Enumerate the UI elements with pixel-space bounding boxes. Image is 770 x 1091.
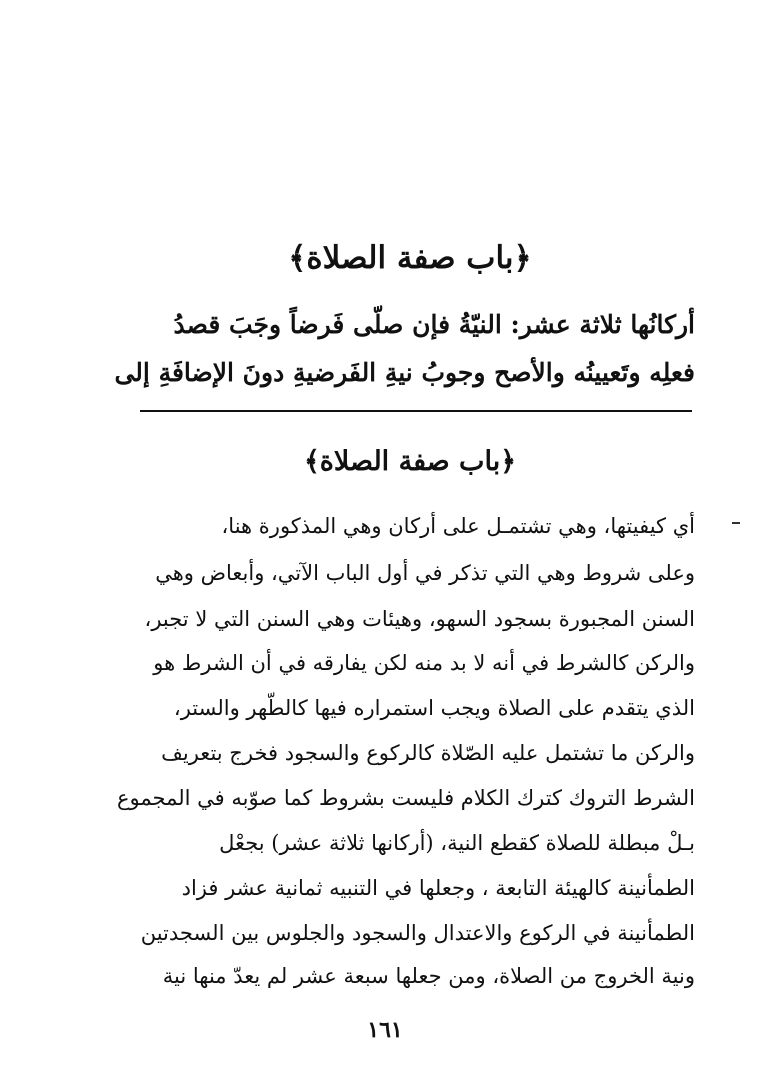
commentary-line: الطمأنينة في الركوع والاعتدال والسجود والجلوس بين السجدتين	[140, 921, 695, 945]
commentary-heading: ﴿باب صفة الصلاة﴾	[303, 446, 517, 477]
commentary-line: الشرط التروك كترك الكلام فليست بشروط كما صوّبه في المجموع	[117, 786, 695, 810]
commentary-line: الطمأنينة كالهيئة التابعة ، وجعلها في التنبيه ثمانية عشر فزاد	[181, 876, 695, 900]
section-divider	[140, 410, 692, 412]
matn-line: فعلِه وتَعيينُه والأصح وجوبُ نيةِ الفَرضيةِ دونَ الإضافَةِ إلى	[114, 358, 695, 387]
chapter-heading: ﴿باب صفة الصلاة﴾	[288, 240, 532, 276]
commentary-line: الذي يتقدم على الصلاة ويجب استمراره فيها كالطّهر والستر،	[173, 696, 695, 720]
commentary-line: السنن المجبورة بسجود السهو، وهيئات وهي السنن التي لا تجبر،	[144, 607, 695, 631]
commentary-line: بـلْ مبطلة للصلاة كقطع النية، (أركانها ثلاثة عشر) بجعْل	[219, 831, 695, 855]
commentary-line: أي كيفيتها، وهي تشتمـل على أركان وهي المذكورة هنا،	[221, 514, 695, 538]
page-number: ١٦١	[367, 1017, 403, 1043]
margin-mark	[732, 522, 740, 524]
commentary-line: وعلى شروط وهي التي تذكر في أول الباب الآتي، وأبعاض وهي	[155, 561, 695, 585]
commentary-line: والركن ما تشتمل عليه الصّلاة كالركوع والسجود فخرج بتعريف	[161, 741, 695, 765]
matn-line: أركانُها ثلاثة عشر: النيّةُ فإن صلّى فَرضاً وجَبَ قصدُ	[173, 310, 695, 339]
commentary-line: والركن كالشرط في أنه لا بد منه لكن يفارقه في أن الشرط هو	[153, 651, 695, 675]
commentary-line: ونية الخروج من الصلاة، ومن جعلها سبعة عشر لم يعدّ منها نية	[162, 964, 695, 988]
